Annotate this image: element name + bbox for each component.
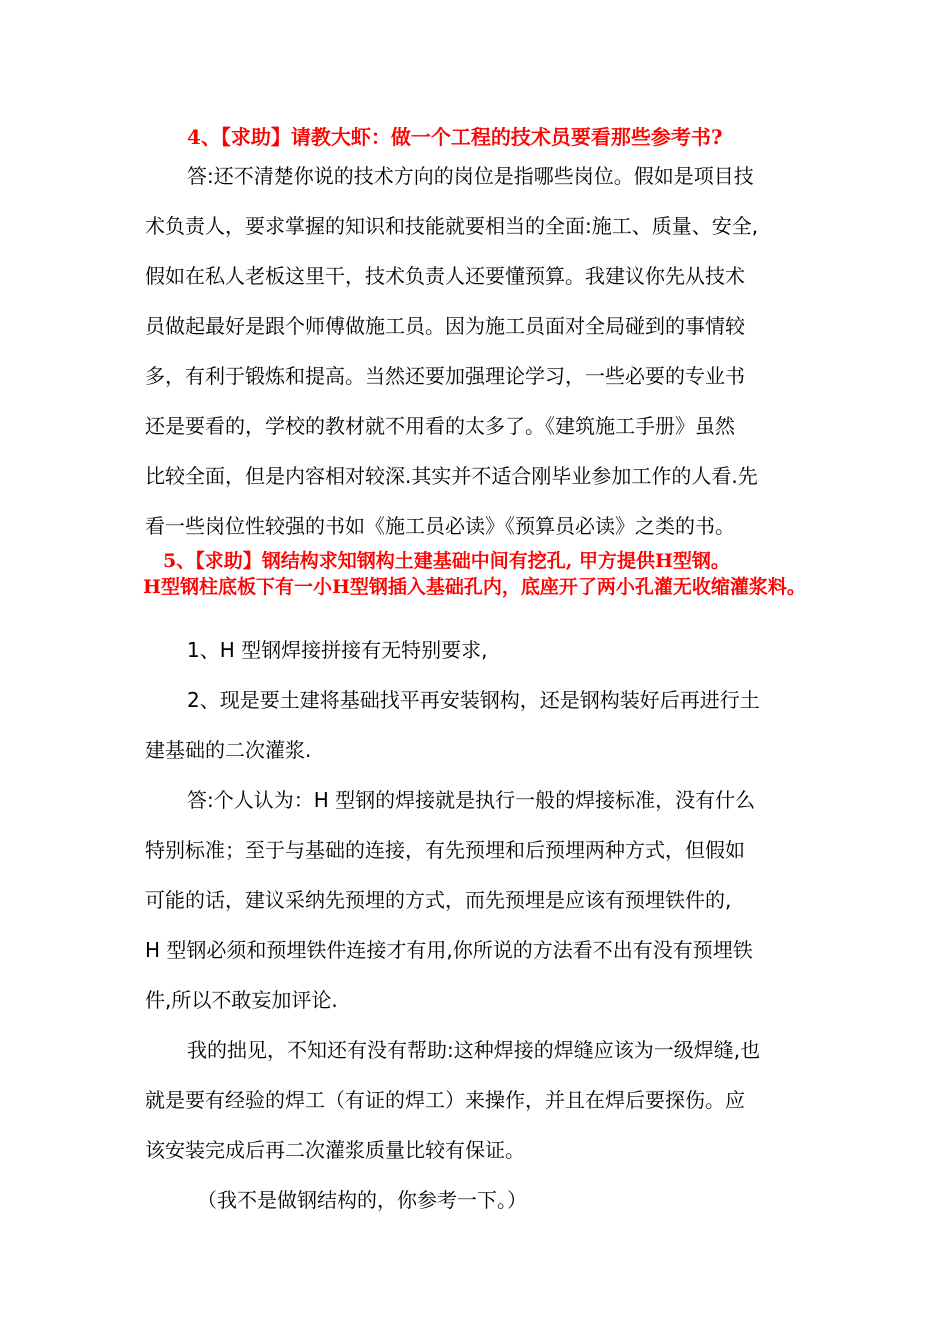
answer-4-line-7: 比较全面，但是内容相对较深.其实并不适合刚毕业参加工作的人看.先 <box>145 464 758 488</box>
answer-5-note: （我不是做钢结构的，你参考一下。） <box>197 1188 527 1212</box>
answer-5-line-5: 件,所以不敢妄加评论. <box>145 988 338 1012</box>
question-5-item-2-cont: 建基础的二次灌浆. <box>145 738 312 762</box>
question-5-item-2: 2、现是要土建将基础找平再安装钢构，还是钢构装好后再进行土 <box>187 688 760 712</box>
answer-5-line-6: 我的拙见，不知还有没有帮助:这种焊接的焊缝应该为一级焊缝,也 <box>187 1038 761 1062</box>
heading-5-rest: H型钢柱底板下有一小H型钢插入基础孔内，底座开了两小孔灌无收缩灌浆料。 <box>143 576 806 598</box>
answer-4-line-1: 答:还不清楚你说的技术方向的岗位是指哪些岗位。假如是项目技 <box>187 164 754 188</box>
answer-5-line-8: 该安装完成后再二次灌浆质量比较有保证。 <box>145 1138 525 1162</box>
answer-4-line-5: 多，有利于锻炼和提高。当然还要加强理论学习，一些必要的专业书 <box>145 364 745 388</box>
answer-5-line-4: H 型钢必须和预埋铁件连接才有用,你所说的方法看不出有没有预埋铁 <box>145 938 753 962</box>
answer-5-line-7: 就是要有经验的焊工（有证的焊工）来操作，并且在焊后要探伤。应 <box>145 1088 745 1112</box>
answer-4-line-2: 术负责人，要求掌握的知识和技能就要相当的全面:施工、质量、安全, <box>145 214 759 238</box>
answer-5-line-3: 可能的话，建议采纳先预埋的方式，而先预埋是应该有预埋铁件的, <box>145 888 732 912</box>
heading-question-4: 4、【求助】请教大虾：做一个工程的技术员要看那些参考书? <box>187 125 723 149</box>
answer-5-line-1: 答:个人认为：H 型钢的焊接就是执行一般的焊接标准，没有什么 <box>187 788 756 812</box>
answer-4-line-8: 看一些岗位性较强的书如《施工员必读》《预算员必读》之类的书。 <box>145 514 735 538</box>
heading-5-line-1: 5、【求助】钢结构求知钢构土建基础中间有挖孔, 甲方提供H型钢。 <box>163 550 730 572</box>
answer-4-line-3: 假如在私人老板这里干，技术负责人还要懂预算。我建议你先从技术 <box>145 264 745 288</box>
answer-4-line-4: 员做起最好是跟个师傅做施工员。因为施工员面对全局碰到的事情较 <box>145 314 745 338</box>
answer-4-line-6: 还是要看的，学校的教材就不用看的太多了。《建筑施工手册》虽然 <box>145 414 735 438</box>
answer-5-line-2: 特别标准；至于与基础的连接，有先预埋和后预埋两种方式，但假如 <box>145 838 745 862</box>
question-5-item-1: 1、H 型钢焊接拼接有无特别要求, <box>187 638 488 662</box>
heading-question-5 <box>143 548 815 600</box>
